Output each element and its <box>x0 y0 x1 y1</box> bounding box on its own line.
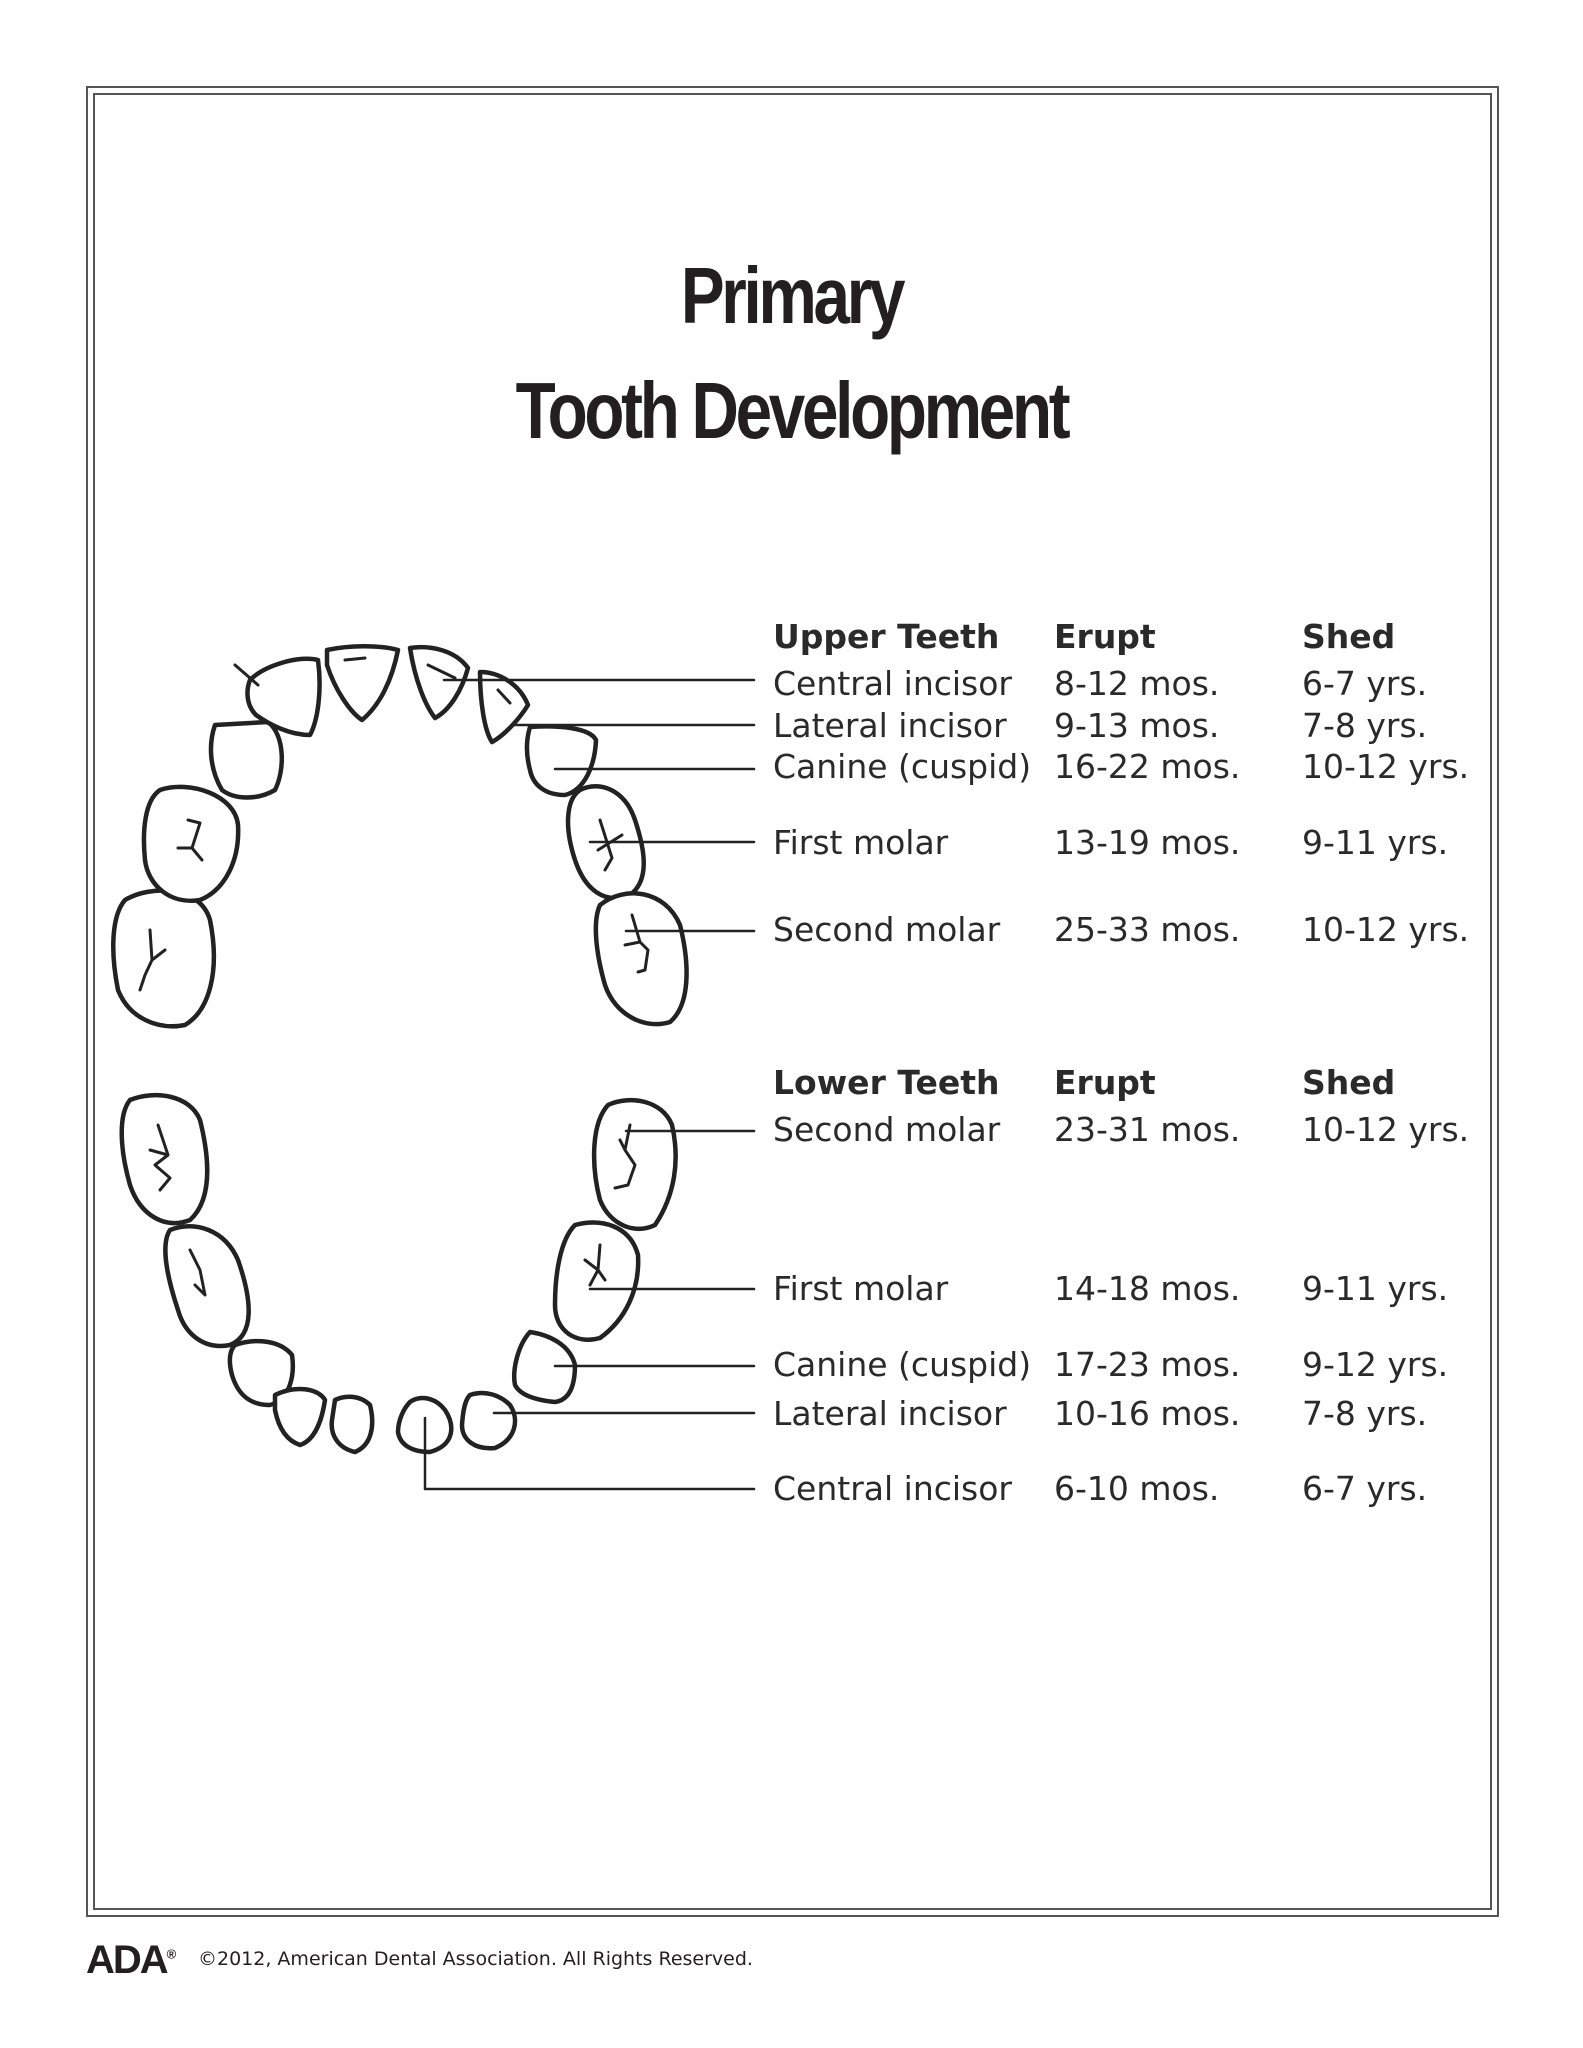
upper-row-name: Canine (cuspid) <box>773 747 1032 786</box>
lower-row-shed: 7-8 yrs. <box>1302 1394 1428 1433</box>
upper-row-name: Central incisor <box>773 664 1012 703</box>
lower-header-shed: Shed <box>1302 1063 1396 1102</box>
lower-row-name: Lateral incisor <box>773 1394 1007 1433</box>
upper-row-name: First molar <box>773 823 949 862</box>
upper-row-erupt: 16-22 mos. <box>1054 747 1241 786</box>
upper-row-erupt: 9-13 mos. <box>1054 706 1220 745</box>
lower-row-erupt: 17-23 mos. <box>1054 1345 1241 1384</box>
upper-row-erupt: 13-19 mos. <box>1054 823 1241 862</box>
upper-row-name: Second molar <box>773 910 1001 949</box>
upper-row-name: Lateral incisor <box>773 706 1007 745</box>
upper-first-molar-left <box>144 787 238 901</box>
lower-first-molar-left <box>165 1226 248 1346</box>
copyright-text: ©2012, American Dental Association. All Rights Reserved. <box>198 1948 753 1970</box>
lower-row-shed: 9-12 yrs. <box>1302 1345 1449 1384</box>
lower-central-incisor-left <box>332 1397 372 1452</box>
lower-arch <box>122 1095 676 1452</box>
lower-row-name: Second molar <box>773 1110 1001 1149</box>
title-line-1: Primary <box>680 251 903 340</box>
upper-row-erupt: 8-12 mos. <box>1054 664 1220 703</box>
title-line-2: Tooth Development <box>515 366 1068 455</box>
upper-lateral-incisor-right <box>480 672 528 742</box>
lower-header-name: Lower Teeth <box>773 1063 1000 1102</box>
lower-row-erupt: 10-16 mos. <box>1054 1394 1241 1433</box>
lower-row-shed: 6-7 yrs. <box>1302 1469 1428 1508</box>
lower-header-erupt: Erupt <box>1054 1063 1156 1102</box>
lower-row-erupt: 6-10 mos. <box>1054 1469 1220 1508</box>
upper-header-erupt: Erupt <box>1054 617 1156 656</box>
upper-row-erupt: 25-33 mos. <box>1054 910 1241 949</box>
upper-row-shed: 10-12 yrs. <box>1302 747 1470 786</box>
registered-mark: ® <box>166 1946 177 1962</box>
upper-central-incisor-right <box>410 647 468 718</box>
lower-row-name: First molar <box>773 1269 949 1308</box>
ada-logo-text: ADA <box>86 1938 167 1982</box>
lower-row-erupt: 14-18 mos. <box>1054 1269 1241 1308</box>
lower-lateral-incisor-left <box>275 1389 325 1445</box>
ada-logo <box>86 1938 176 1983</box>
upper-second-molar-left <box>113 890 214 1026</box>
lower-lateral-incisor-right <box>462 1393 515 1448</box>
upper-canine-left <box>211 722 282 798</box>
upper-row-shed: 6-7 yrs. <box>1302 664 1428 703</box>
upper-second-molar-right <box>596 893 687 1024</box>
upper-row-shed: 10-12 yrs. <box>1302 910 1470 949</box>
lower-row-name: Canine (cuspid) <box>773 1345 1032 1384</box>
lower-row-shed: 10-12 yrs. <box>1302 1110 1470 1149</box>
lower-row-shed: 9-11 yrs. <box>1302 1269 1449 1308</box>
upper-arch <box>113 646 686 1026</box>
upper-row-shed: 9-11 yrs. <box>1302 823 1449 862</box>
upper-canine-right <box>527 726 596 795</box>
upper-header-shed: Shed <box>1302 617 1396 656</box>
upper-header-name: Upper Teeth <box>773 617 1000 656</box>
lower-row-erupt: 23-31 mos. <box>1054 1110 1241 1149</box>
lower-row-name: Central incisor <box>773 1469 1012 1508</box>
upper-row-shed: 7-8 yrs. <box>1302 706 1428 745</box>
lower-first-molar-right <box>555 1223 638 1340</box>
